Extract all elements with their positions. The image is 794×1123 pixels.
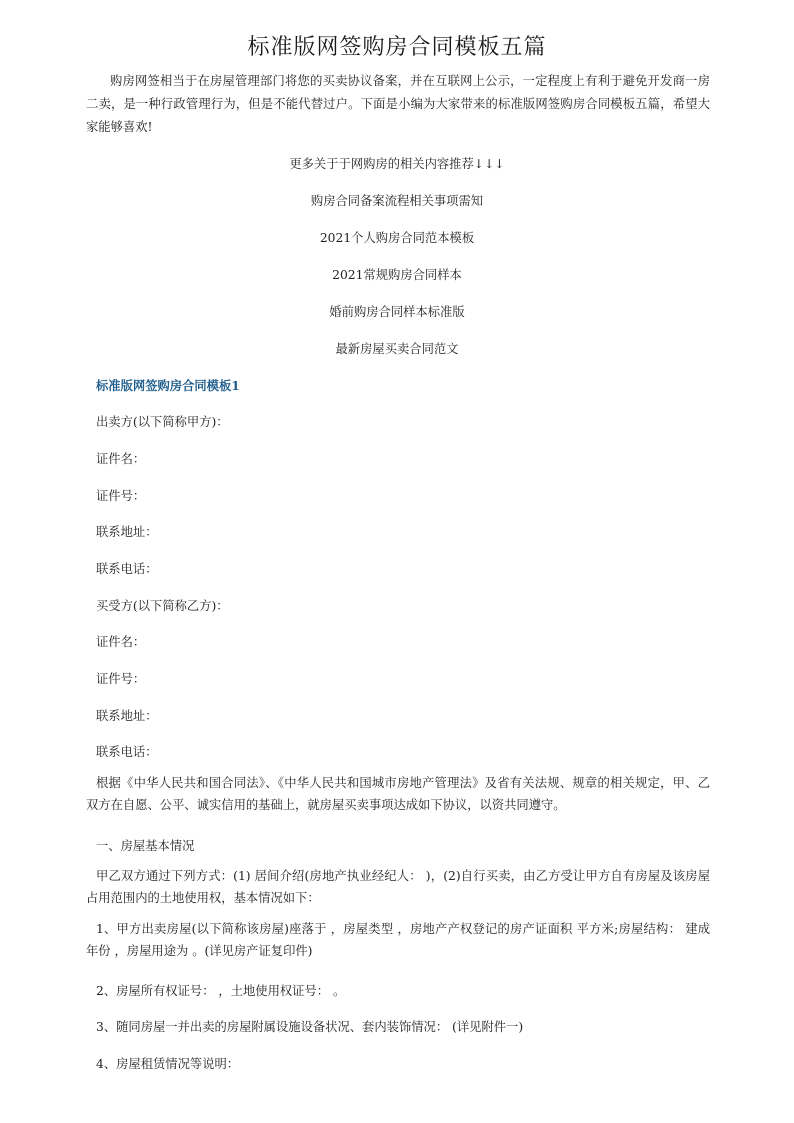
related-header: 更多关于于网购房的相关内容推荐↓↓↓: [289, 157, 505, 171]
buyer-id-name: 证件名：: [96, 635, 146, 649]
intro-paragraph: 购房网签相当于在房屋管理部门将您的买卖协议备案，并在互联网上公示，一定程度上有利于避免开发商一房二卖，是一种行政管理行为，但是不能代替过户。下面是小编为大家带来的标准版网签购房合同模板五篇，希望大家能够喜欢!: [86, 74, 710, 134]
buyer-phone: 联系电话：: [96, 745, 158, 759]
preamble-paragraph: 根据《中华人民共和国合同法》、《中华人民共和国城市房地产管理法》及省有关法规、规章的相关规定，甲、乙双方在自愿、公平、诚实信用的基础上，就房屋买卖事项达成如下协议，以资共同遵守。: [86, 776, 710, 812]
seller-address: 联系地址：: [96, 525, 158, 539]
document-title: 标准版网签购房合同模板五篇: [247, 35, 547, 60]
section-heading: 标准版网签购房合同模板1: [96, 378, 240, 393]
seller-phone: 联系电话：: [96, 562, 158, 576]
clause-item: 1、甲方出卖房屋(以下简称该房屋)座落于 ，房屋类型 ，房地产产权登记的房产证面积 平方米;房屋结构： 建成年份 ，房屋用途为 。(详见房产证复印件): [86, 922, 710, 958]
related-link[interactable]: 购房合同备案流程相关事项需知: [310, 194, 484, 208]
clause-item: 3、随同房屋一并出卖的房屋附属设施设备状况、套内装饰情况： (详见附件一): [96, 1020, 524, 1034]
buyer-id-number: 证件号：: [96, 672, 146, 686]
related-link[interactable]: 2021个人购房合同范本模板: [319, 231, 475, 245]
buyer-label: 买受方(以下简称乙方)：: [96, 599, 229, 613]
seller-id-name: 证件名：: [96, 452, 146, 466]
clause-item: 2、房屋所有权证号： ，土地使用权证号： 。: [96, 984, 346, 998]
buyer-address: 联系地址：: [96, 709, 158, 723]
clause-item: 4、房屋租赁情况等说明：: [96, 1057, 240, 1071]
related-link[interactable]: 2021常规购房合同样本: [332, 268, 462, 282]
related-link[interactable]: 婚前购房合同样本标准版: [329, 305, 465, 319]
seller-id-number: 证件号：: [96, 489, 146, 503]
clause-intro-paragraph: 甲乙双方通过下列方式：(1) 居间介绍(房地产执业经纪人： )，(2)自行买卖，由乙方受让甲方自有房屋及该房屋占用范围内的土地使用权，基本情况如下：: [86, 869, 710, 905]
clause-heading: 一、房屋基本情况: [96, 839, 195, 853]
seller-label: 出卖方(以下简称甲方)：: [96, 415, 229, 429]
related-link[interactable]: 最新房屋买卖合同范文: [335, 342, 459, 356]
